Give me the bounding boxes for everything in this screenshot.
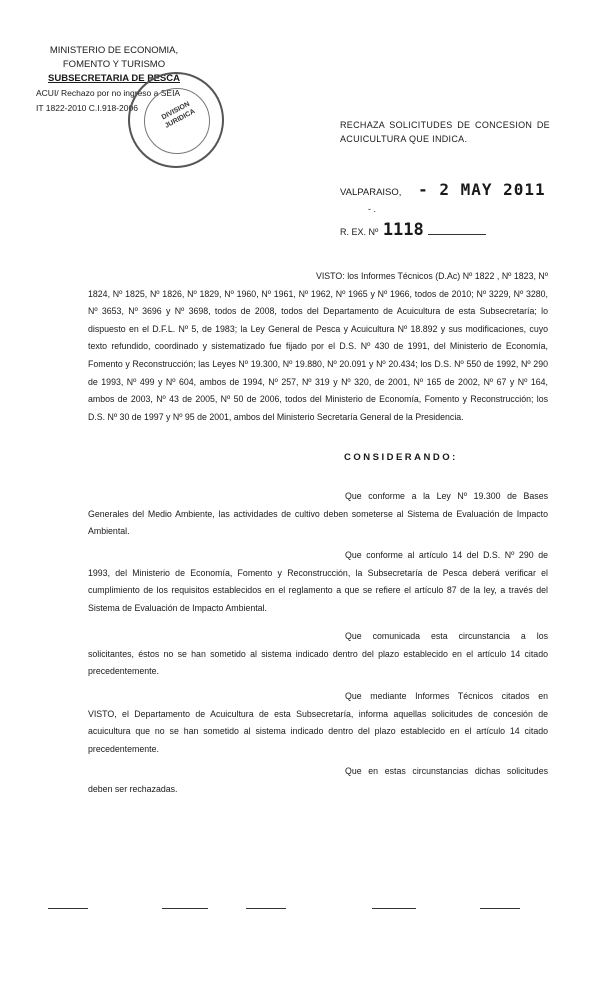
date-line [340, 180, 546, 199]
signature-line [246, 908, 286, 909]
official-stamp [128, 72, 224, 168]
signature-line [162, 908, 208, 909]
stamped-date: - 2 MAY 2011 [418, 180, 546, 199]
considerando-paragraph-1 [88, 488, 548, 541]
considerando-paragraph-4 [88, 688, 548, 758]
paragraph-text: Que comunicada esta circunstancia a los solicitantes, éstos no se han sometido al sistema indicado dentro del plazo establecido en el artículo 14 citado precedentemente. [88, 631, 548, 677]
stamp-text: DIVISION JURIDICA [160, 100, 197, 130]
paragraph-text: Que conforme a la Ley Nº 19.300 de Bases Generales del Medio Ambiente, las actividades de cultivo deben someterse al Sistema de Evaluación de Impacto Ambiental. [88, 491, 548, 537]
visto-text: VISTO: los Informes Técnicos (D.Ac) Nº 1822 , Nº 1823, Nº 1824, Nº 1825, Nº 1826, Nº 1829, Nº 1960, Nº 1961, Nº 1962, Nº 1965 y Nº 1966, todos de 2010; Nº 3229, Nº 3280, Nº 3653, Nº 3696 y Nº 3698, todos de 2008, todos del Departamento de Acuicultura de esta Subsecretaría; lo dispuesto en el D.F.L. Nº 5, de 1983; la Ley General de Pesca y Acuicultura Nº 18.892 y sus modificaciones, cuyo texto refundido, coordinado y sistematizado fue fijado por el D.S. Nº 430 de 1991, del Ministerio de Economía, Fomento y Reconstrucción; las Leyes Nº 19.300, Nº 19.880, Nº 20.091 y Nº 20.434; los D.S. Nº 550 de 1992, Nº 290 de 1993, Nº 499 y Nº 604, ambos de 1994, Nº 257, Nº 319 y Nº 320, de 2001, Nº 165 de 2002, Nº 67 y Nº 164, ambos de 2003, Nº 43 de 2005, Nº 50 de 2006, todos del Ministerio de Economía, Fomento y Reconstrucción; los D.S. Nº 30 de 1997 y Nº 95 de 2001, ambos del Ministerio Secretaría General de la Presidencia. [88, 271, 548, 422]
rex-number: 1118 [382, 220, 424, 240]
ministry-name: MINISTERIO DE ECONOMIA, [49, 45, 179, 56]
paragraph-text: Que en estas circunstancias dichas solicitudes deben ser rechazadas. [88, 766, 548, 794]
rex-label: R. EX. Nº [340, 227, 379, 237]
ministry-name-cont: FOMENTO Y TURISMO [62, 59, 166, 70]
dash-mark: - . [368, 204, 376, 214]
considerando-paragraph-3 [88, 628, 548, 681]
considerando-paragraph-2 [88, 547, 548, 617]
paragraph-text: Que conforme al artículo 14 del D.S. Nº 290 de 1993, del Ministerio de Economía, Fomento y Reconstrucción, la Subsecretaría de Pesca deberá verificar el cumplimiento de los requisitos establecidos en el reglamento a que se refiere el artículo 87 de la ley, a través del Sistema de Evaluación de Impacto Ambiental. [88, 550, 548, 613]
signature-line [480, 908, 520, 909]
resolution-number-line [340, 220, 486, 240]
reference-line-1: ACUI/ Rechazo por no ingreso a SEIA [36, 88, 181, 98]
signature-line [48, 908, 88, 909]
rex-underline [428, 234, 486, 235]
considerando-heading: CONSIDERANDO: [344, 452, 458, 463]
subsecretaria-name: SUBSECRETARIA DE PESCA [48, 73, 180, 84]
paragraph-text: Que mediante Informes Técnicos citados en VISTO, el Departamento de Acuicultura de esta Subsecretaría, informa aquellas solicitudes de concesión de acuicultura que no se han sometido al sistema indicado dentro del plazo establecido en el artículo 14 citado precedentemente. [88, 691, 548, 754]
resolution-title: RECHAZA SOLICITUDES DE CONCESION DE ACUICULTURA QUE INDICA. [340, 120, 550, 144]
reference-line-2: IT 1822-2010 C.I.918-2006 [36, 103, 138, 113]
considerando-paragraph-5 [88, 763, 548, 798]
place-label: VALPARAISO, [340, 187, 402, 198]
visto-paragraph [88, 268, 548, 426]
signature-line [372, 908, 416, 909]
